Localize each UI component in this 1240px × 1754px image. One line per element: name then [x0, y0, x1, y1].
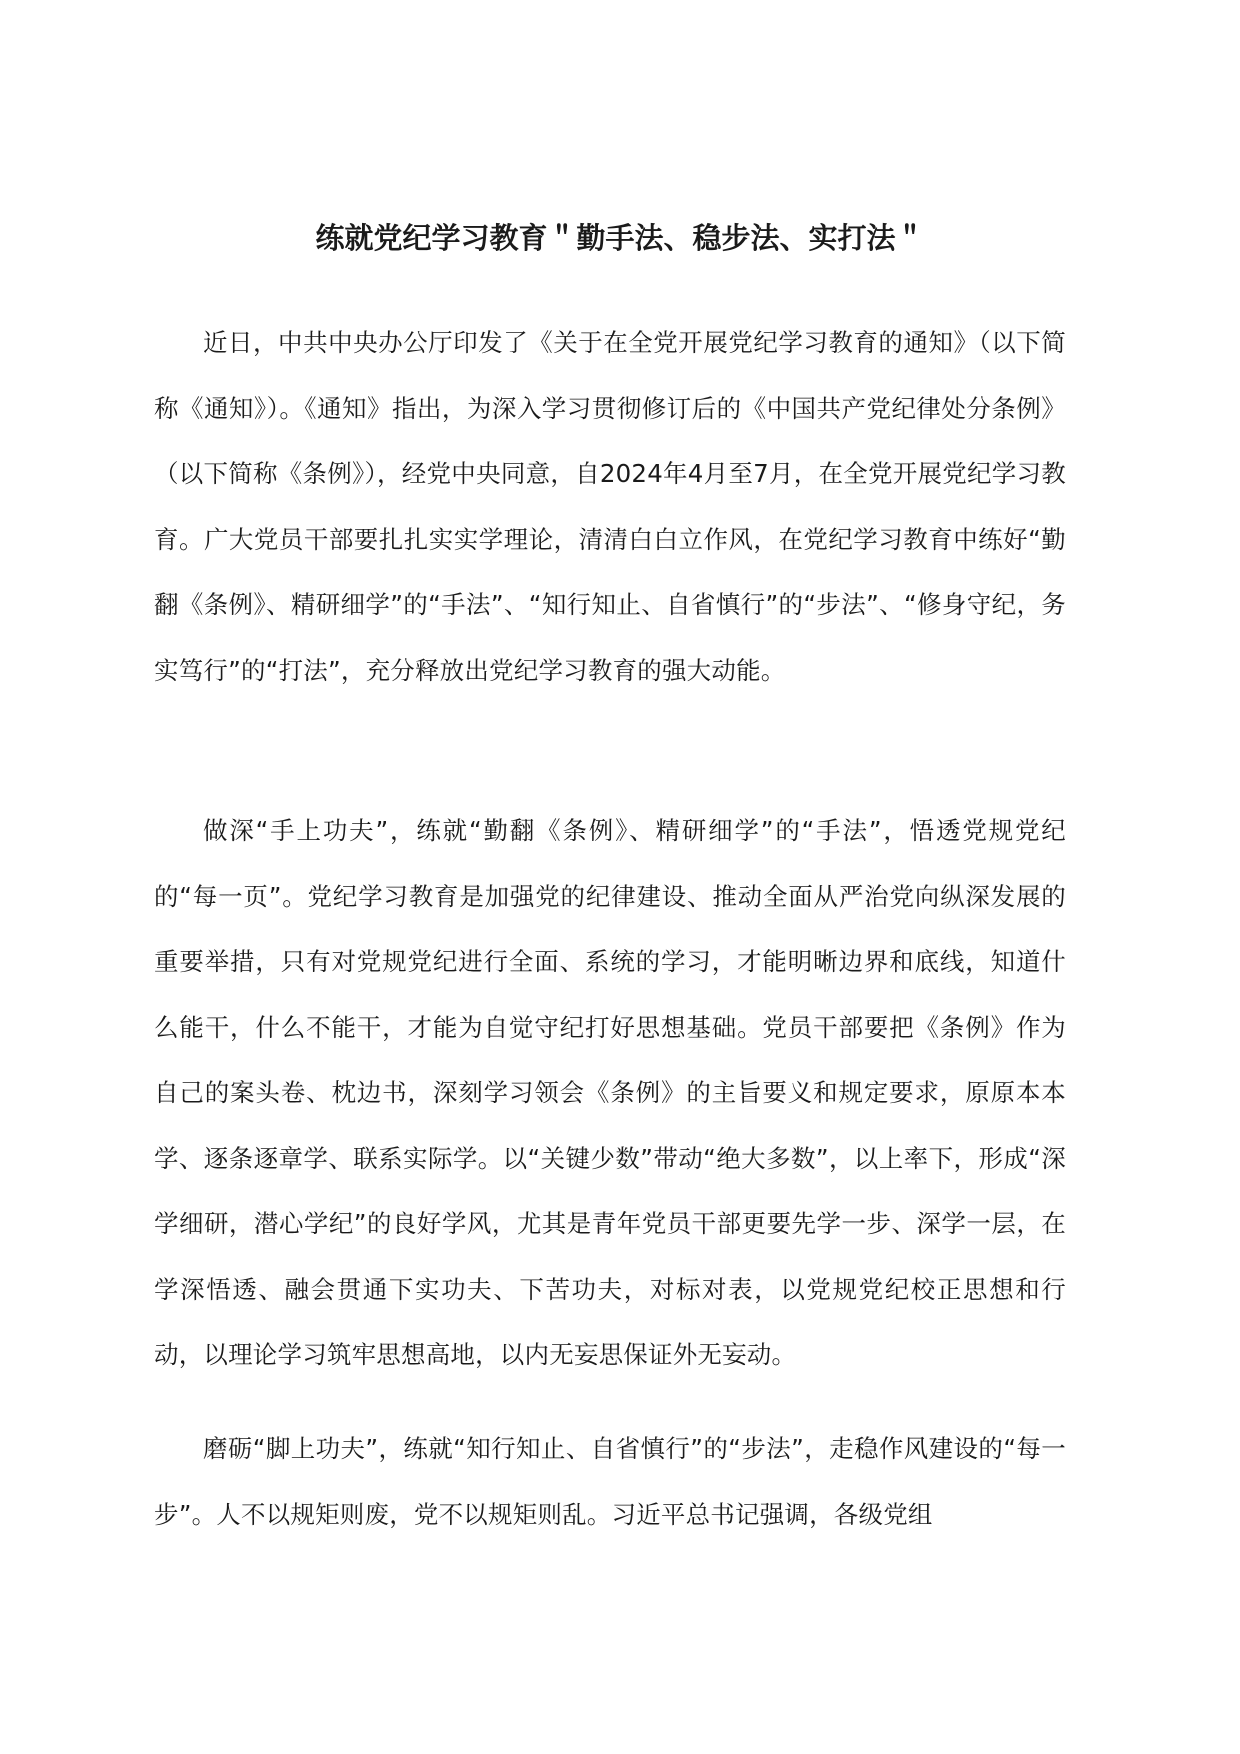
paragraph-hand-skill: 做深“手上功夫”，练就“勤翻《条例》、精研细学”的“手法”，悟透党规党纪的“每一页”。党纪学习教育是加强党的纪律建设、推动全面从严治党向纵深发展的重要举措，只有对党规党纪进行全面、系统的学习，才能明晰边界和底线，知道什么能干，什么不能干，才能为自觉守纪打好思想基础。党员干部要把《条例》作为自己的案头卷、枕边书，深刻学习领会《条例》的主旨要义和规定要求，原原本本学、逐条逐章学、联系实际学。以“关键少数”带动“绝大多数”，以上率下，形成“深学细研，潜心学纪”的良好学风，尤其是青年党员干部更要先学一步、深学一层，在学深悟透、融会贯通下实功夫、下苦功夫，对标对表，以党规党纪校正思想和行动，以理论学习筑牢思想高地，以内无妄思保证外无妄动。 — [154, 816, 1066, 1369]
paragraph-foot-skill: 磨砺“脚上功夫”，练就“知行知止、自省慎行”的“步法”，走稳作风建设的“每一步”。人不以规矩则废，党不以规矩则乱。习近平总书记强调，各级党组 — [154, 1434, 1066, 1529]
paragraph-intro: 近日，中共中央办公厅印发了《关于在全党开展党纪学习教育的通知》（以下简称《通知》）。《通知》指出，为深入学习贯彻修订后的《中国共产党纪律处分条例》（以下简称《条例》），经党中央同意，自2024年4月至7月，在全党开展党纪学习教育。广大党员干部要扎扎实实学理论，清清白白立作风，在党纪学习教育中练好“勤翻《条例》、精研细学”的“手法”、“知行知止、自省慎行”的“步法”、“修身守纪，务实笃行”的“打法”，充分释放出党纪学习教育的强大动能。 — [154, 328, 1066, 685]
document-title: 练就党纪学习教育＂勤手法、稳步法、实打法＂ — [315, 221, 925, 255]
